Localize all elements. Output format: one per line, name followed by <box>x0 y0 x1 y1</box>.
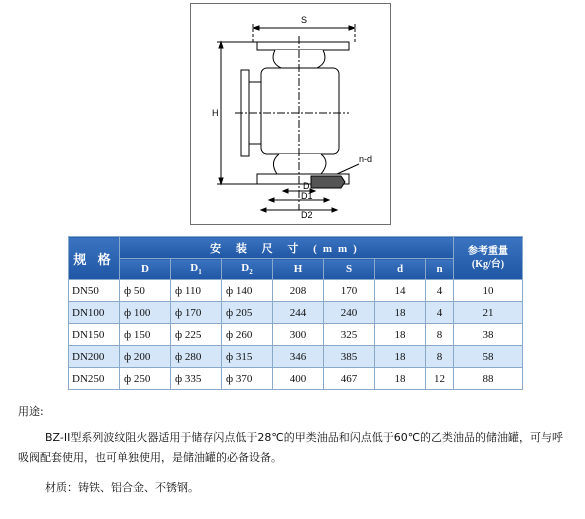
col-header-bolt-d: d <box>375 259 426 280</box>
cell-h: 400 <box>273 368 324 390</box>
cell-weight: 21 <box>454 302 523 324</box>
table-row <box>69 280 523 302</box>
cell-weight: 10 <box>454 280 523 302</box>
header-weight-line2: (Kg/台) <box>471 259 505 270</box>
cell-d2: ф 370 <box>222 368 273 390</box>
label-nd: n-d <box>359 154 373 164</box>
col-header-d: D <box>120 259 171 280</box>
cell-d1: ф 280 <box>171 346 222 368</box>
cell-d: ф 250 <box>120 368 171 390</box>
cell-d: ф 200 <box>120 346 171 368</box>
col-header-n: n <box>426 259 454 280</box>
label-d: D <box>303 181 310 191</box>
cell-s: 385 <box>324 346 375 368</box>
cell-h: 208 <box>273 280 324 302</box>
cell-d: ф 50 <box>120 280 171 302</box>
cell-bolt-d: 14 <box>375 280 426 302</box>
cell-weight: 58 <box>454 346 523 368</box>
cell-n: 8 <box>426 346 454 368</box>
cell-s: 467 <box>324 368 375 390</box>
cell-d1: ф 110 <box>171 280 222 302</box>
cell-bolt-d: 18 <box>375 302 426 324</box>
cell-bolt-d: 18 <box>375 368 426 390</box>
cell-model: DN250 <box>69 368 120 390</box>
cell-h: 300 <box>273 324 324 346</box>
table-row <box>69 324 523 346</box>
cell-d1: ф 225 <box>171 324 222 346</box>
usage-description: BZ-II型系列波纹阻火器适用于储存闪点低于28℃的甲类油品和闪点低于60℃的乙类油品的储油罐，可与呼吸阀配套使用，也可单独使用，是储油罐的必备设备。 <box>18 431 564 464</box>
cell-h: 244 <box>273 302 324 324</box>
table-row <box>69 346 523 368</box>
cell-d: ф 100 <box>120 302 171 324</box>
technical-drawing-svg <box>191 4 392 226</box>
cell-n: 12 <box>426 368 454 390</box>
cell-model: DN50 <box>69 280 120 302</box>
header-weight-line1: 参考重量 <box>468 246 508 257</box>
table-row <box>69 302 523 324</box>
col-header-d2: $D_2$ <box>222 259 273 280</box>
cell-model: DN200 <box>69 346 120 368</box>
flame-arrester-drawing <box>190 3 391 225</box>
col-header-d1: $D_1$ <box>171 259 222 280</box>
col-header-s: S <box>324 259 375 280</box>
cell-bolt-d: 18 <box>375 346 426 368</box>
cell-weight: 38 <box>454 324 523 346</box>
cell-n: 4 <box>426 302 454 324</box>
label-s: S <box>301 15 308 25</box>
cell-d2: ф 140 <box>222 280 273 302</box>
cell-n: 4 <box>426 280 454 302</box>
cell-d2: ф 260 <box>222 324 273 346</box>
spec-table <box>68 236 523 390</box>
cell-d: ф 150 <box>120 324 171 346</box>
header-weight <box>454 237 523 280</box>
label-h: H <box>212 108 219 118</box>
material-line: 材质：铸铁、铝合金、不锈钢。 <box>45 481 199 494</box>
label-d2: D2 <box>301 210 313 220</box>
cell-model: DN150 <box>69 324 120 346</box>
cell-bolt-d: 18 <box>375 324 426 346</box>
cell-d2: ф 205 <box>222 302 273 324</box>
cell-h: 346 <box>273 346 324 368</box>
cell-d1: ф 335 <box>171 368 222 390</box>
cell-n: 8 <box>426 324 454 346</box>
cell-weight: 88 <box>454 368 523 390</box>
cell-model: DN100 <box>69 302 120 324</box>
header-model: 规 格 <box>69 237 120 280</box>
cell-d1: ф 170 <box>171 302 222 324</box>
usage-label: 用途: <box>18 405 44 418</box>
table-row <box>69 368 523 390</box>
cell-s: 240 <box>324 302 375 324</box>
col-header-h: H <box>273 259 324 280</box>
label-d1: D1 <box>301 191 313 201</box>
cell-s: 325 <box>324 324 375 346</box>
header-install-dimensions: 安 装 尺 寸 (mm) <box>120 237 454 259</box>
cell-d2: ф 315 <box>222 346 273 368</box>
cell-s: 170 <box>324 280 375 302</box>
